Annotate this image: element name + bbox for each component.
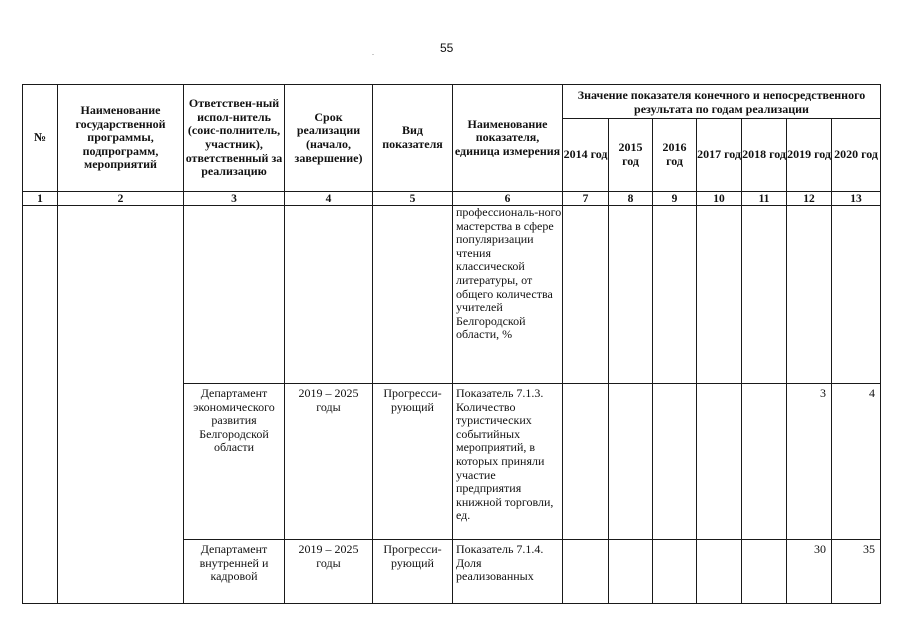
indicator-table — [22, 84, 881, 604]
cell-value-2015 — [609, 206, 653, 384]
column-number: 10 — [697, 192, 742, 206]
cell-value-2018 — [742, 384, 787, 540]
header-responsible: Ответствен-ный испол-нитель (соис-полнитель, участник), ответственный за реализацию — [184, 85, 285, 192]
cell-indicator-name: Показатель 7.1.3. Количество туристических событийных мероприятий, в которых приняли участие предприятия книжной торговли, ед. — [453, 384, 563, 540]
header-year-2014: 2014 год — [563, 119, 609, 192]
header-year-2015: 2015 год — [609, 119, 653, 192]
cell-value-2020 — [832, 206, 881, 384]
cell-value-2020: 35 — [832, 540, 881, 604]
header-program: Наименование государственной программы, подпрограмм, мероприятий — [58, 85, 184, 192]
column-number: 4 — [285, 192, 373, 206]
header-year-2017: 2017 год — [697, 119, 742, 192]
cell-value-2014 — [563, 540, 609, 604]
cell-program — [58, 206, 184, 604]
cell-value-2015 — [609, 384, 653, 540]
cell-value-2017 — [697, 384, 742, 540]
header-year-2018: 2018 год — [742, 119, 787, 192]
header-year-2019: 2019 год — [787, 119, 832, 192]
column-number: 7 — [563, 192, 609, 206]
column-number: 5 — [373, 192, 453, 206]
stray-mark: . — [372, 48, 374, 57]
header-term: Срок реализации (начало, завершение) — [285, 85, 373, 192]
cell-indicator-type: Прогресси-рующий — [373, 384, 453, 540]
header-values-group: Значение показателя конечного и непосредственного результата по годам реализации — [563, 85, 881, 119]
cell-value-2020: 4 — [832, 384, 881, 540]
cell-indicator-name: профессиональ-ного мастерства в сфере популяризации чтения классической литературы, от общего количества учителей Белгородской области, % — [453, 206, 563, 384]
cell-term: 2019 – 2025 годы — [285, 384, 373, 540]
page-number: 55 — [440, 41, 454, 55]
cell-value-2019 — [787, 206, 832, 384]
column-number: 9 — [653, 192, 697, 206]
cell-value-2014 — [563, 206, 609, 384]
cell-responsible: Департамент экономического развития Белгородской области — [184, 384, 285, 540]
cell-value-2015 — [609, 540, 653, 604]
column-number: 12 — [787, 192, 832, 206]
column-number: 8 — [609, 192, 653, 206]
cell-indicator-type — [373, 206, 453, 384]
cell-indicator-type: Прогресси-рующий — [373, 540, 453, 604]
cell-value-2017 — [697, 540, 742, 604]
cell-responsible: Департамент внутренней и кадровой — [184, 540, 285, 604]
cell-value-2017 — [697, 206, 742, 384]
column-number: 2 — [58, 192, 184, 206]
cell-value-2016 — [653, 206, 697, 384]
header-indicator-type: Вид показателя — [373, 85, 453, 192]
cell-value-2016 — [653, 540, 697, 604]
column-number: 1 — [23, 192, 58, 206]
cell-value-2016 — [653, 384, 697, 540]
header-number: № — [23, 85, 58, 192]
column-number: 6 — [453, 192, 563, 206]
cell-indicator-name: Показатель 7.1.4. Доля реализованных — [453, 540, 563, 604]
column-number: 13 — [832, 192, 881, 206]
cell-value-2018 — [742, 206, 787, 384]
table-row — [23, 206, 881, 384]
header-year-2016: 2016 год — [653, 119, 697, 192]
cell-term — [285, 206, 373, 384]
column-number: 11 — [742, 192, 787, 206]
cell-term: 2019 – 2025 годы — [285, 540, 373, 604]
column-number-row — [23, 192, 881, 206]
indicator-table-container — [22, 84, 880, 584]
cell-value-2019: 30 — [787, 540, 832, 604]
header-indicator-name: Наименование показателя, единица измерения — [453, 85, 563, 192]
column-number: 3 — [184, 192, 285, 206]
cell-responsible — [184, 206, 285, 384]
cell-value-2019: 3 — [787, 384, 832, 540]
cell-value-2014 — [563, 384, 609, 540]
cell-value-2018 — [742, 540, 787, 604]
header-year-2020: 2020 год — [832, 119, 881, 192]
cell-number — [23, 206, 58, 604]
header-row-1 — [23, 85, 881, 119]
